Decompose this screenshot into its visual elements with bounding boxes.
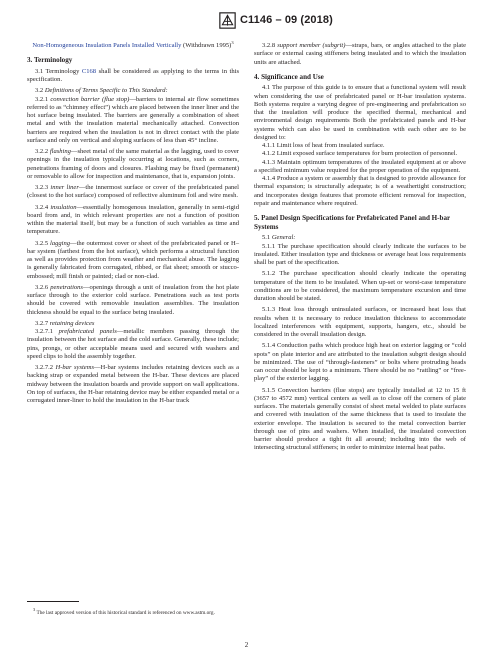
paragraph-5-1-5: 5.1.5 Convection barriers (flue stops) are typically installed at 12 to 15 ft (3657 to 4572 mm) vertical centers as well as to close off the corners of plate surfaces. The materials generally consist of sheet metal welded to plate surfaces and covered with insulation of the same thickness that is used to insulate the exterior envelope. The insulation is secured to the metal convection barrier through use of pins and washers. When installed, the insulated convection barrier should produce a tight fit all around; including into the web of intersecting structural stiffeners; in order to minimize internal heat paths. (254, 386, 466, 452)
paragraph-3-2: 3.2 Definitions of Terms Specific to This Standard: (35, 87, 168, 95)
definition-inner-liner: 3.2.3 inner liner—the innermost surface or cover of the prefabricated panel (closest to the hot surface) composed of reflective aluminum foil and wire mesh. (27, 184, 239, 200)
definition-prefabricated-panels: 3.2.7.1 prefabricated panels—metallic members passing through the insulation between the hot surface and the cold surface. Generally, these include; pins, prongs, or other acceptable means used and secured with washers and speed clips to hold the assembly together. (27, 328, 240, 360)
paragraph-4-1-3: 4.1.3 Maintain optimum temperatures of the insulated equipment at or above a specified minimum value required for the proper operation of the equipment. (254, 158, 466, 174)
c168-link[interactable]: C168 (81, 67, 97, 75)
paragraph-3-1: 3.1 Terminology C168 shall be considered as applying to the terms in this specification. (27, 67, 239, 84)
definition-lagging: 3.2.5 lagging—the outermost cover or sheet of the prefabricated panel or H–bar system (farthest from the hot surface), which performs a structural function as well as provides protection from weather and mechanical abuse. The lagging is generally fabricated from corrugated, ribbed, or flat sheet; smooth or stucco-embossed; mill finish or painted; clad or non-clad. (27, 239, 239, 280)
page-number: 2 (244, 641, 249, 649)
section-heading-significance: 4. Significance and Use (254, 72, 324, 81)
paragraph-4-1-2: 4.1.2 Limit exposed surface temperatures for burn protection of personnel. (262, 150, 458, 158)
footnote-ref[interactable]: 3 (231, 40, 234, 45)
page-header (0, 10, 493, 30)
paragraph-5-1-3: 5.1.3 Heat loss through uninsulated surfaces, or increased heat loss that results when it is necessary to reduce insulation thickness to accommodate localized interferences with equipment, supports, hangers, etc., should be considered in the overall insulation design. (254, 306, 466, 339)
paragraph-4-1-1: 4.1.1 Limit loss of heat from insulated surface. (262, 142, 385, 150)
footnote-divider (27, 601, 79, 602)
section-heading-terminology: 3. Terminology (27, 56, 73, 65)
right-column (254, 42, 466, 453)
left-column (27, 42, 239, 405)
astm-logo-icon (219, 12, 236, 29)
definition-convection-barrier: 3.2.1 convection barrier (flue stop)—barriers to internal air flow sometimes referred to as “chimney effect”) which are placed between the inner liner and the hot surface being insulated. The barriers are generally a combination of sheet metal and with the insulation material mechanically attached. Convection barriers are required when the insulation is not in direct contact with the plate surface and only on vertical and sloping surfaces of less than 45° incline. (27, 95, 239, 144)
footnote: $^3$ The last approved version of this historical standard is referenced on www.astm.org. (33, 607, 215, 617)
definition-penetrations: 3.2.6 penetrations—openings through a unit of insulation from the hot plate surface through to the exterior cold surface. Penetrations such as test ports should be covered with removable insulation assemblies. The insulation thickness should be equal to the surface being insulated. (27, 283, 240, 316)
paragraph-5-1: 5.1 General: (262, 234, 296, 242)
paragraph-5-1-2: 5.1.2 The purchase specification should clearly indicate the operating temperature of the item to be insulated. When up-set or worst-case temperature conditions are to be considered, the maximum temperature excursion and time duration should be stated. (254, 270, 466, 303)
definition-support-member: 3.2.8 support member (subgrit)—straps, bars, or angles attached to the plate surface or external casing stiffeners being insulated and to which the insulation units are attached. (254, 42, 466, 66)
section-heading-panel-design: 5. Panel Design Specifications for Prefabricated Panel and H-bar Systems (254, 214, 451, 231)
definition-flashing: 3.2.2 flashing—sheet metal of the same material as the lagging, used to cover openings in the insulation typically occurring at locations, such as corners, penetrations framing of doors and closures. Flashing may be fixed (permanent) or removable to allow for inspection and maintenance, that is, expansion joints. (27, 148, 239, 180)
intro-reference: Non-Homogeneous Insulation Panels Installed Vertically (Withdrawn 1995)$^3$ (32, 40, 234, 49)
definition-h-bar-systems: 3.2.7.2 H-bar systems—H-bar systems includes retaining devices such as a backing strap or expanded metal between the H-bar. These devices are placed midway between the insulation boards and provide support on wall applications. On top of surfaces, the H-bar retaining device may be either expanded metal or a corrugated inner-liner to hold the insulation in the H-bar track (27, 364, 240, 405)
paragraph-4-1-4: 4.1.4 Produce a system or assembly that is designed to provide allowance for thermal expansion; is structurally adequate; is of a weathertight construction; and incorporates design features that promote efficient removal for inspection, repair and maintenance where required. (254, 175, 466, 207)
reference-link[interactable]: Non-Homogeneous Insulation Panels Installed Vertically (32, 42, 182, 49)
paragraph-5-1-1: 5.1.1 The purchase specification should clearly indicate the surfaces to be insulated. Either insulation type and thickness or average heat loss requirements shall be part of the specification. (254, 242, 466, 267)
definition-insulation: 3.2.4 insulation—essentially homogenous insulation, generally in semi-rigid board from and, in which relevant properties are not a function of position within the material itself, but may be a function of such variables as time and temperature. (27, 203, 239, 236)
standard-designation: C1146 – 09 (2018) (240, 14, 333, 26)
paragraph-4-1: 4.1 The purpose of this guide is to ensure that a functional system will result when considering the use of prefabricated panel or H-bar insulation systems. Both systems require a varying degree of pre-engineering and prefabrication so that the insulation will produce the specified thermal, mechanical and environmental design requirements Both the prefabricated panels and H-bar systems which can also be used in combination with each other are to be designed to: (254, 84, 466, 141)
paragraph-5-1-4: 5.1.4 Conduction paths which produce high heat on exterior lagging or “cold spots” on plate interior and are attributed to the insulation subgrit design should be minimized. The use of “through-fasteners” or bolts where protruding heads can occur should be kept to a minimum. There should be no “rattling” or “free-play” of the exterior lagging. (254, 342, 466, 383)
definition-retaining-devices: 3.2.7 retaining devices (35, 319, 95, 327)
